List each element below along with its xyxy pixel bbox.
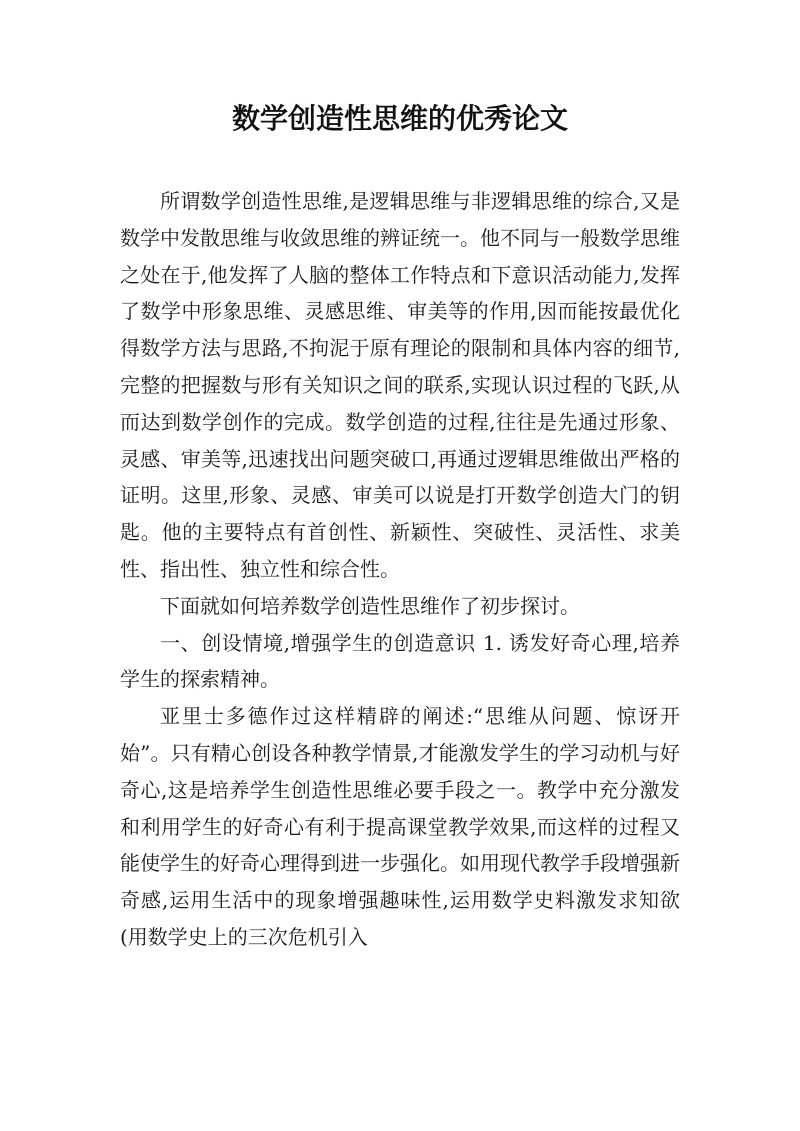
document-body — [120, 183, 680, 956]
document-title: 数学创造性思维的优秀论文 — [231, 102, 568, 135]
paragraph-aristotle: 亚里士多德作过这样精辟的阐述:“思维从问题、惊讶开始”。只有精心创设各种教学情景,才能激发学生的学习动机与好奇心,这是培养学生创造性思维必要手段之一。教学中充分激发和利用学生的好奇心有利于提高课堂教学效果,而这样的过程又能使学生的好奇心理得到进一步强化。如用现代教学手段增强新奇感,运用生活中的现象增强趣味性,运用数学史料激发求知欲(用数学史上的三次危机引入 — [120, 704, 680, 949]
paragraph-section-one: 一、创设情境,增强学生的创造意识 1. 诱发好奇心理,培养学生的探索精神。 — [120, 630, 680, 692]
paragraph-intro: 所谓数学创造性思维,是逻辑思维与非逻辑思维的综合,又是数学中发散思维与收敛思维的辨证统一。他不同与一般数学思维之处在于,他发挥了人脑的整体工作特点和下意识活动能力,发挥了数学中形象思维、灵感思维、审美等的作用,因而能按最优化得数学方法与思路,不拘泥于原有理论的限制和具体内容的细节,完整的把握数与形有关知识之间的联系,实现认识过程的飞跃,从而达到数学创作的完成。数学创造的过程,往往是先通过形象、灵感、审美等,迅速找出问题突破口,再通过逻辑思维做出严格的证明。这里,形象、灵感、审美可以说是打开数学创造大门的钥匙。他的主要特点有首创性、新颖性、突破性、灵活性、求美性、指出性、独立性和综合性。 — [120, 189, 680, 581]
paragraph-discussion: 下面就如何培养数学创造性思维作了初步探讨。 — [160, 593, 580, 618]
